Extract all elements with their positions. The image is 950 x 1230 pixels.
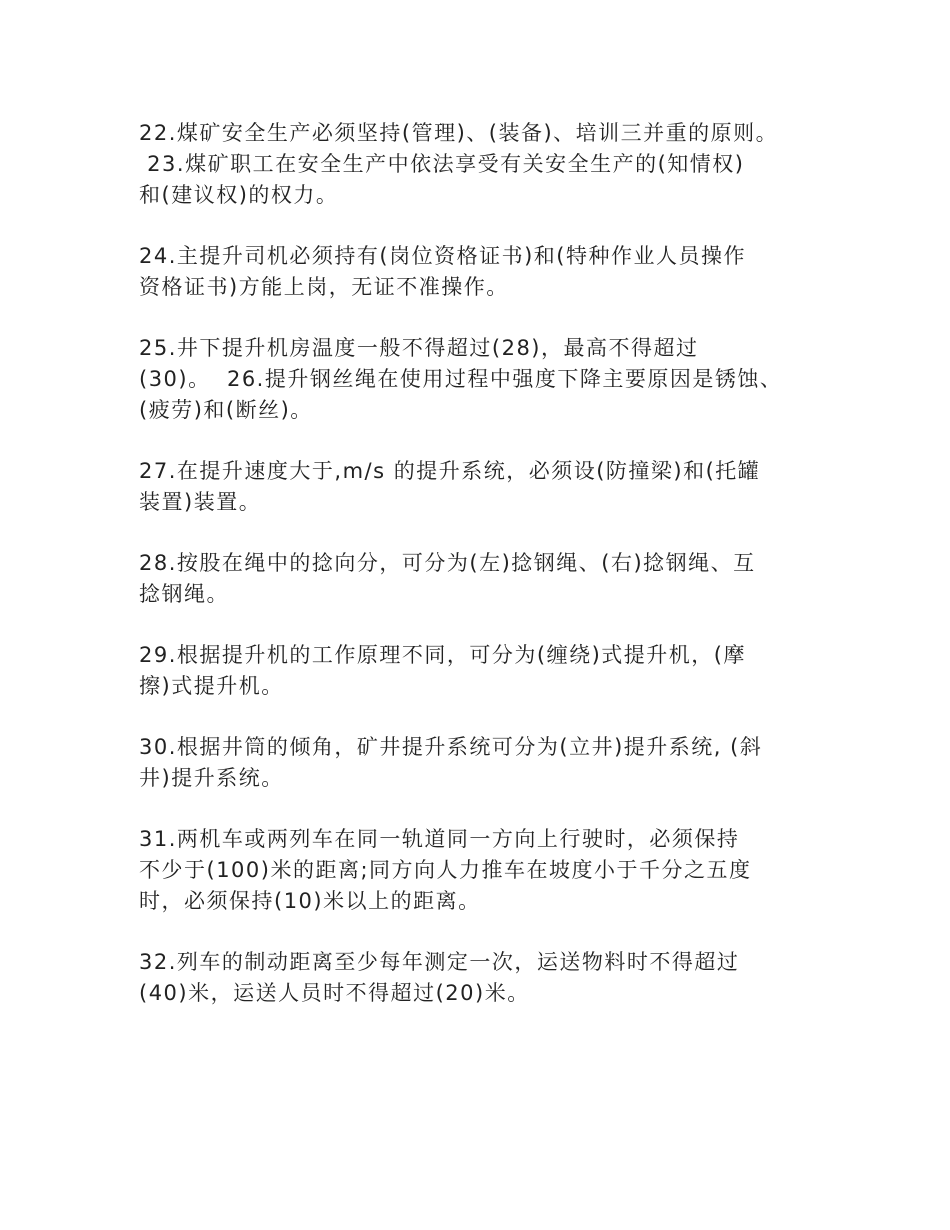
text-line: 和(建议权)的权力。 [139, 183, 339, 207]
text-line: 27.在提升速度大于,m/s 的提升系统，必须设(防撞梁)和(托罐 [139, 459, 761, 483]
text-line: 28.按股在绳中的捻向分，可分为(左)捻钢绳、(右)捻钢绳、互 [139, 551, 756, 575]
paragraph-28 [139, 548, 819, 610]
text-line: (40)米，运送人员时不得超过(20)米。 [139, 981, 530, 1005]
text-line: 井)提升系统。 [139, 766, 284, 790]
paragraph-25-26 [139, 333, 819, 426]
text-line: 资格证书)方能上岗，无证不准操作。 [139, 275, 509, 299]
text-line: 22.煤矿安全生产必须坚持(管理)、(装备)、培训三并重的原则。 [139, 121, 779, 145]
paragraph-22-23 [139, 118, 819, 211]
paragraph-27 [139, 456, 819, 518]
text-line: 捻钢绳。 [139, 582, 229, 606]
text-line: 31.两机车或两列车在同一轨道同一方向上行驶时，必须保持 [139, 827, 740, 851]
text-line: 不少于(100)米的距离;同方向人力推车在坡度小于千分之五度 [139, 858, 752, 882]
paragraph-32 [139, 947, 819, 1009]
document-body [139, 118, 819, 1039]
paragraph-29 [139, 640, 819, 702]
paragraph-24 [139, 241, 819, 303]
text-line: 擦)式提升机。 [139, 674, 284, 698]
text-line: (疲劳)和(断丝)。 [139, 398, 313, 422]
text-line: 24.主提升司机必须持有(岗位资格证书)和(特种作业人员操作 [139, 244, 746, 268]
text-line: 25.井下提升机房温度一般不得超过(28)，最高不得超过 [139, 336, 699, 360]
text-line: 32.列车的制动距离至少每年测定一次，运送物料时不得超过 [139, 950, 740, 974]
text-line: (30)。 26.提升钢丝绳在使用过程中强度下降主要原因是锈蚀、 [139, 367, 783, 391]
text-line: 29.根据提升机的工作原理不同，可分为(缠绕)式提升机，(摩 [139, 643, 746, 667]
paragraph-31 [139, 824, 819, 917]
paragraph-30 [139, 732, 819, 794]
text-line: 30.根据井筒的倾角，矿井提升系统可分为(立井)提升系统, (斜 [139, 735, 763, 759]
text-line: 23.煤矿职工在安全生产中依法享受有关安全生产的(知情权) [139, 152, 745, 176]
text-line: 时，必须保持(10)米以上的距离。 [139, 889, 481, 913]
text-line: 装置)装置。 [139, 490, 262, 514]
